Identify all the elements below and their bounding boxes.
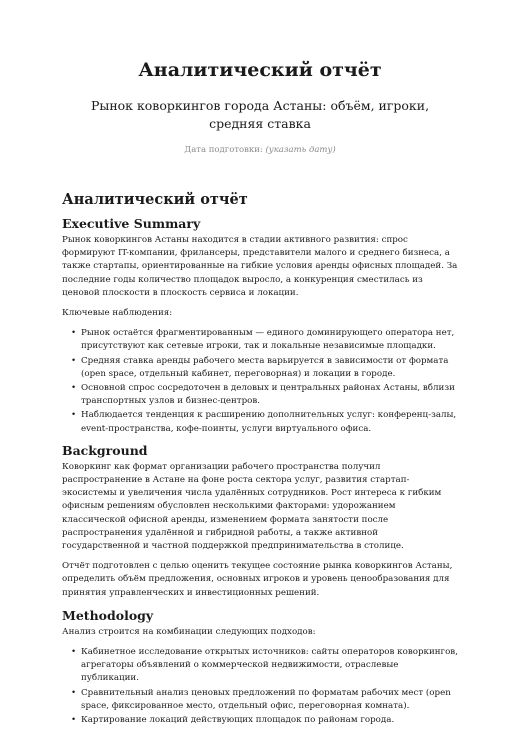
document-title: Аналитический отчёт	[138, 59, 382, 81]
methodology-heading: Methodology	[62, 607, 154, 623]
list-item-text: Средняя ставка аренды рабочего места варьируется в зависимости от формата (open space, отдельный кабинет, переговорная) и локации в городе.	[81, 355, 449, 379]
observations-list	[62, 327, 458, 436]
list-item	[72, 327, 458, 353]
date-label: Дата подготовки:	[184, 145, 263, 155]
methodology-intro: Анализ строится на комбинации следующих подходов:	[62, 626, 316, 637]
section-title: Аналитический отчёт	[62, 191, 248, 208]
background-paragraph: Коворкинг как формат организации рабочего пространства получил распространение в Астане на фоне роста сектора услуг, развития стартап-экосистемы и увеличения числа удалённых сотрудников. Рост интереса к гибким офисным решениям обусловлен несколькими факторами: удорожанием классической офисной аренды, изменением формата занятости после распространения удалённой и гибридной работы, а также активной государственной и частной поддержкой предпринимательства в столице.	[62, 461, 442, 552]
list-item-text: Рынок остаётся фрагментированным — единого доминирующего оператора нет, присутствуют как сетевые игроки, так и локальные независимые площадки.	[81, 328, 455, 352]
list-item-text: Кабинетное исследование открытых источников: сайты операторов коворкингов, агрегаторы объявлений о коммерческой недвижимости, отраслевые публикации.	[81, 647, 458, 684]
bullet-icon: •	[71, 328, 77, 339]
list-item-text: Основной спрос сосредоточен в деловых и центральных районах Астаны, вблизи транспортных узлов и бизнес-центров.	[81, 383, 455, 407]
bullet-icon: •	[71, 355, 77, 366]
executive-summary-heading: Executive Summary	[62, 216, 201, 231]
list-item-text: Сравнительный анализ ценовых предложений по форматам рабочих мест (open space, фиксированное место, отдельный офис, переговорная комната).	[81, 687, 451, 711]
list-item	[72, 409, 458, 435]
list-item	[72, 714, 458, 727]
background-paragraph: Отчёт подготовлен с целью оценить текущее состояние рынка коворкингов Астаны, определить объём предложения, основных игроков и уровень ценообразования для принятия управленческих и инвестиционных решений.	[62, 561, 453, 598]
bullet-icon: •	[71, 410, 77, 421]
list-item	[72, 382, 458, 408]
bullet-icon: •	[71, 647, 77, 658]
observations-label: Ключевые наблюдения:	[62, 308, 173, 319]
date-value: (указать дату)	[265, 145, 336, 155]
list-item	[72, 646, 458, 686]
methodology-list	[62, 646, 458, 727]
document-subtitle: Рынок коворкингов города Астаны: объём, игроки, средняя ставка	[90, 98, 430, 131]
list-item	[72, 355, 458, 381]
bullet-icon: •	[71, 715, 77, 726]
list-item-text: Картирование локаций действующих площадок по районам города.	[81, 715, 395, 726]
preparation-date	[62, 133, 458, 157]
list-item	[72, 687, 458, 713]
executive-summary-paragraph: Рынок коворкингов Астаны находится в стадии активного развития: спрос формируют IT-компании, фрилансеры, представители малого и среднего бизнеса, а также стартапы, ориентированные на гибкие условия аренды офисных площадей. За последние годы количество площадок выросло, а конкуренция сместилась из ценовой плоскости в плоскость сервиса и локации.	[62, 235, 458, 298]
background-heading: Background	[62, 442, 148, 458]
list-item-text: Наблюдается тенденция к расширению дополнительных услуг: конференц-залы, event-пространства, кофе-поинты, услуги виртуального офиса.	[81, 410, 457, 434]
bullet-icon: •	[71, 383, 77, 394]
bullet-icon: •	[71, 687, 77, 698]
